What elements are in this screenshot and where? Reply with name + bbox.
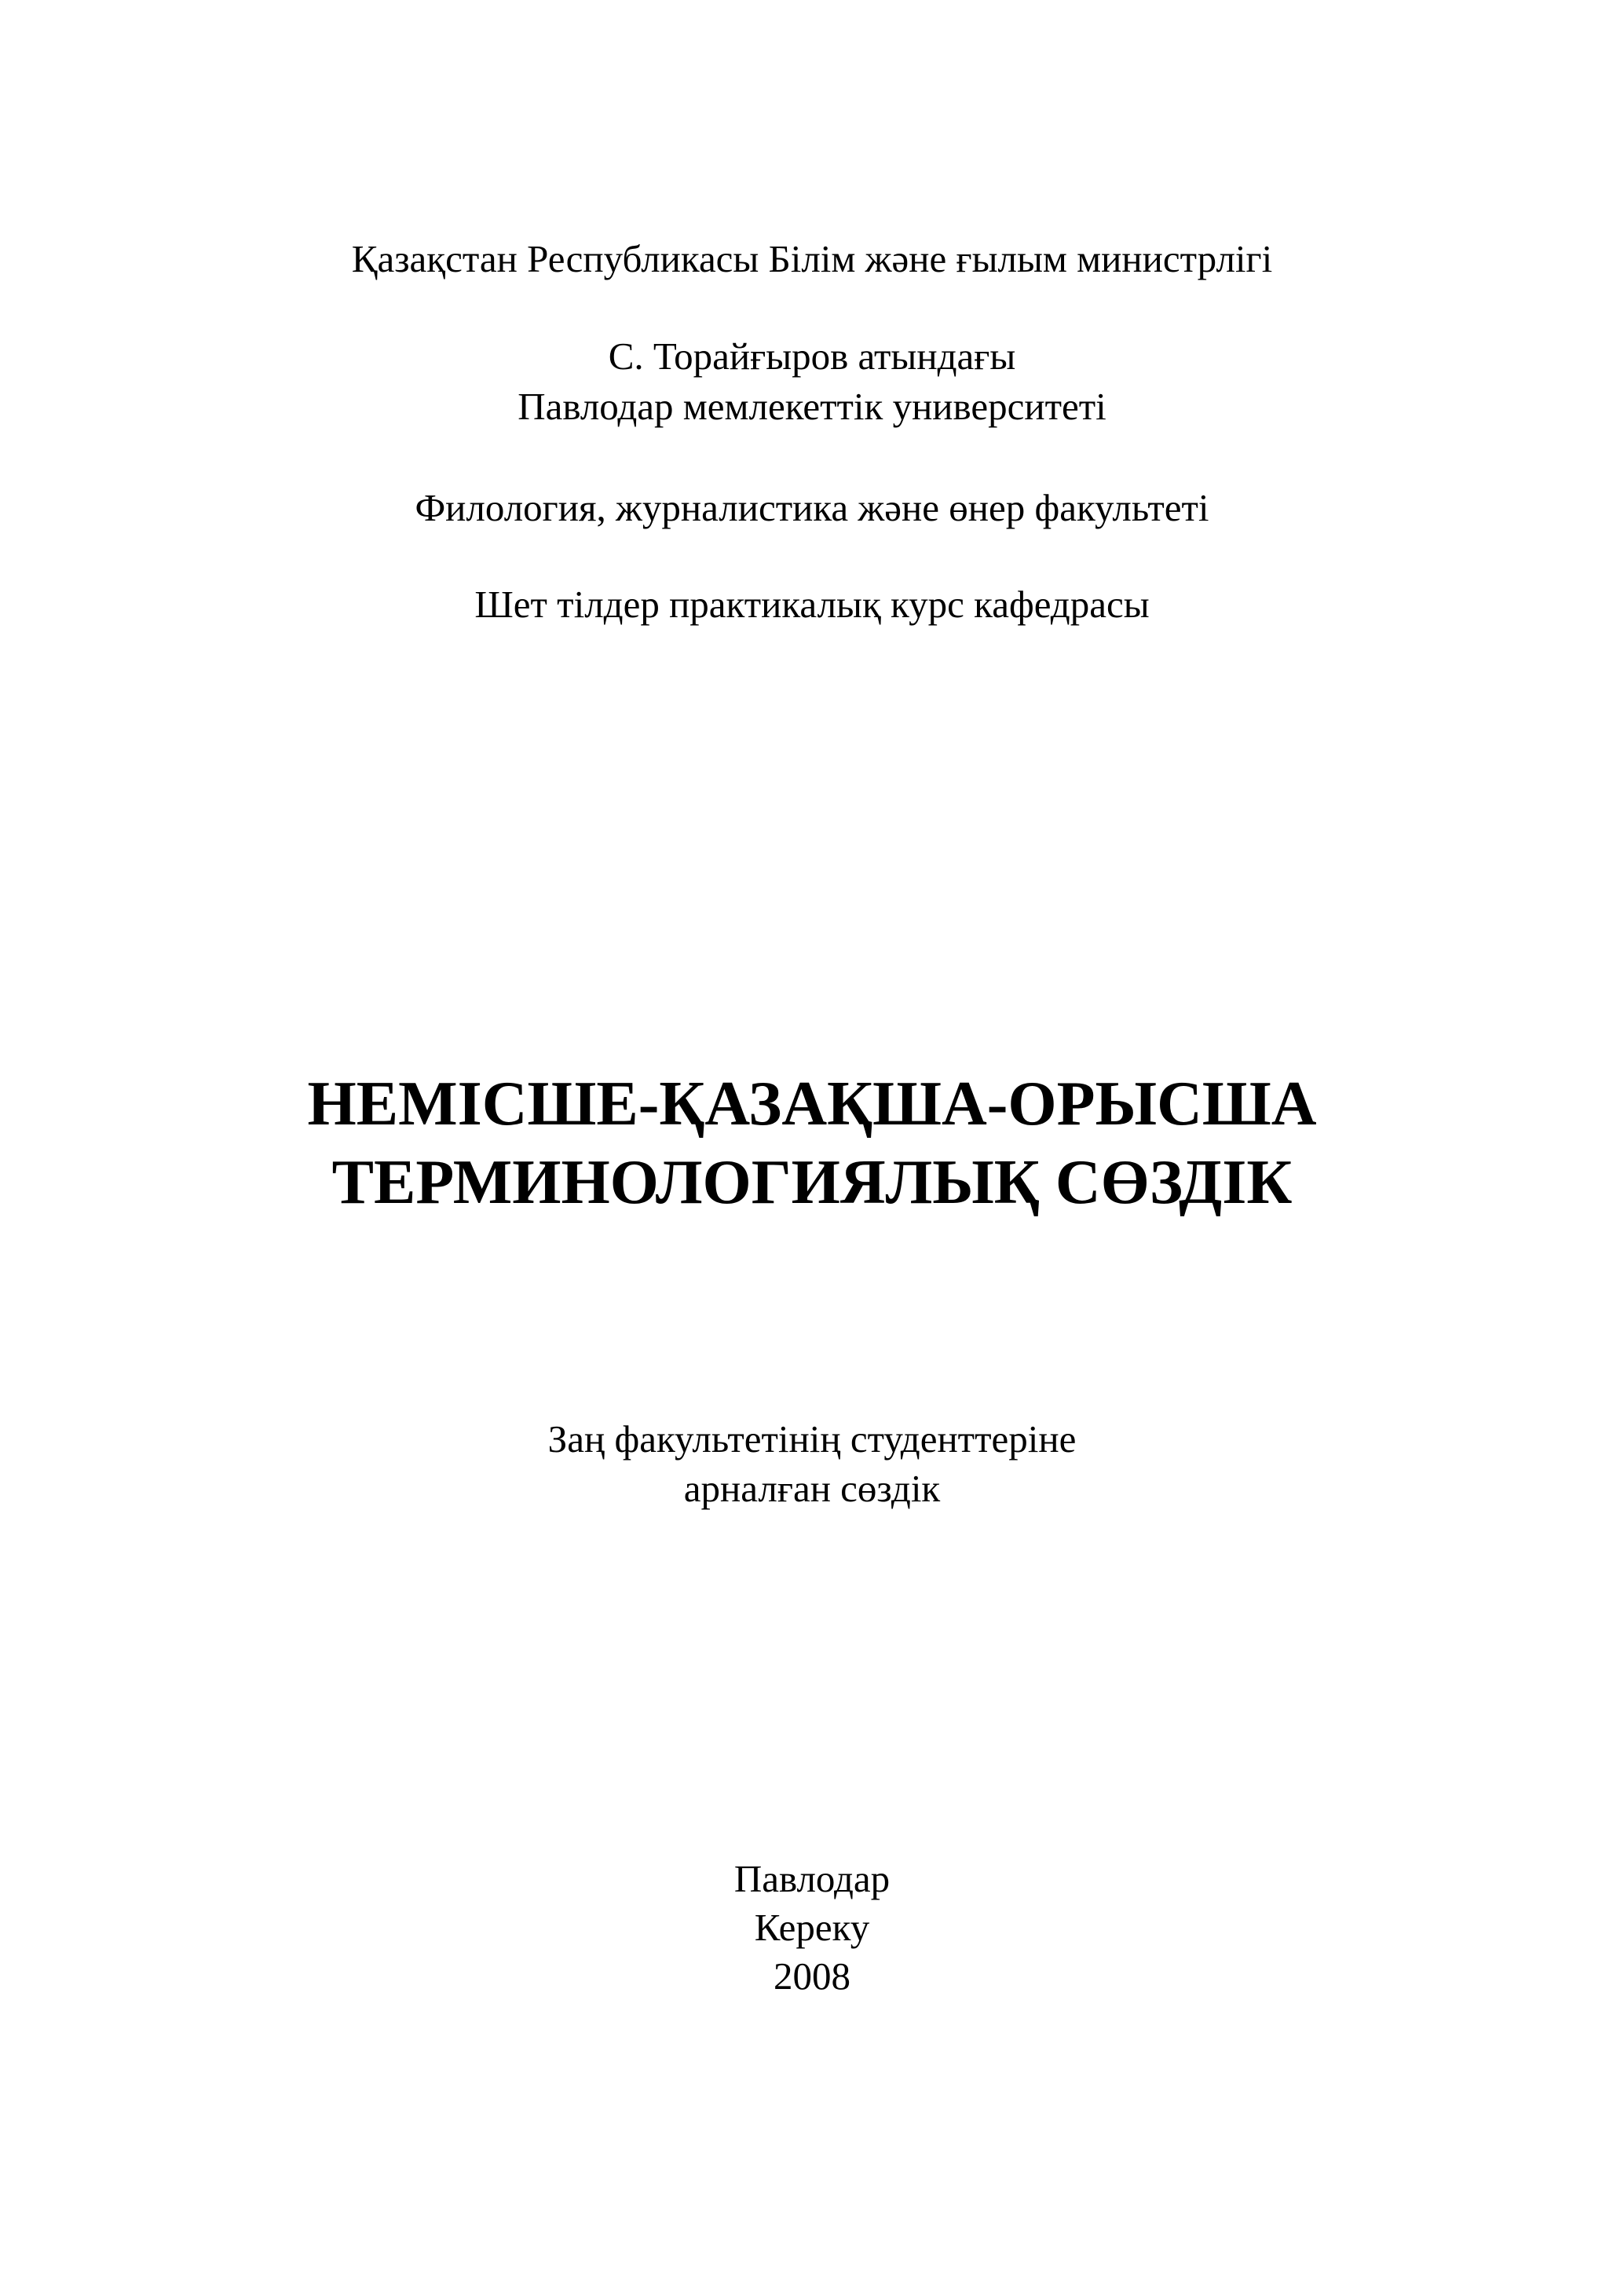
subtitle-line2: арналған сөздік bbox=[683, 1467, 941, 1510]
faculty-name: Филология, журналистика және өнер факультеті bbox=[415, 486, 1209, 529]
imprint-city: Павлодар bbox=[733, 1857, 891, 1900]
university-name-line2: Павлодар мемлекеттік университеті bbox=[518, 385, 1106, 428]
book-title-line1: НЕМІСШЕ-ҚАЗАҚША-ОРЫСША bbox=[307, 1069, 1317, 1139]
imprint-year: 2008 bbox=[774, 1954, 850, 1998]
university-name-line1: С. Торайғыров атындағы bbox=[608, 335, 1016, 378]
subtitle-line1: Заң факультетінің студенттеріне bbox=[547, 1417, 1077, 1461]
imprint-publisher: Кереку bbox=[754, 1906, 870, 1949]
book-title-line2: ТЕРМИНОЛОГИЯЛЫҚ СӨЗДІК bbox=[331, 1148, 1293, 1217]
ministry-name: Қазақстан Республикасы Білім және ғылым министрлігі bbox=[351, 237, 1273, 280]
department-name: Шет тілдер практикалық курс кафедрасы bbox=[474, 583, 1150, 626]
